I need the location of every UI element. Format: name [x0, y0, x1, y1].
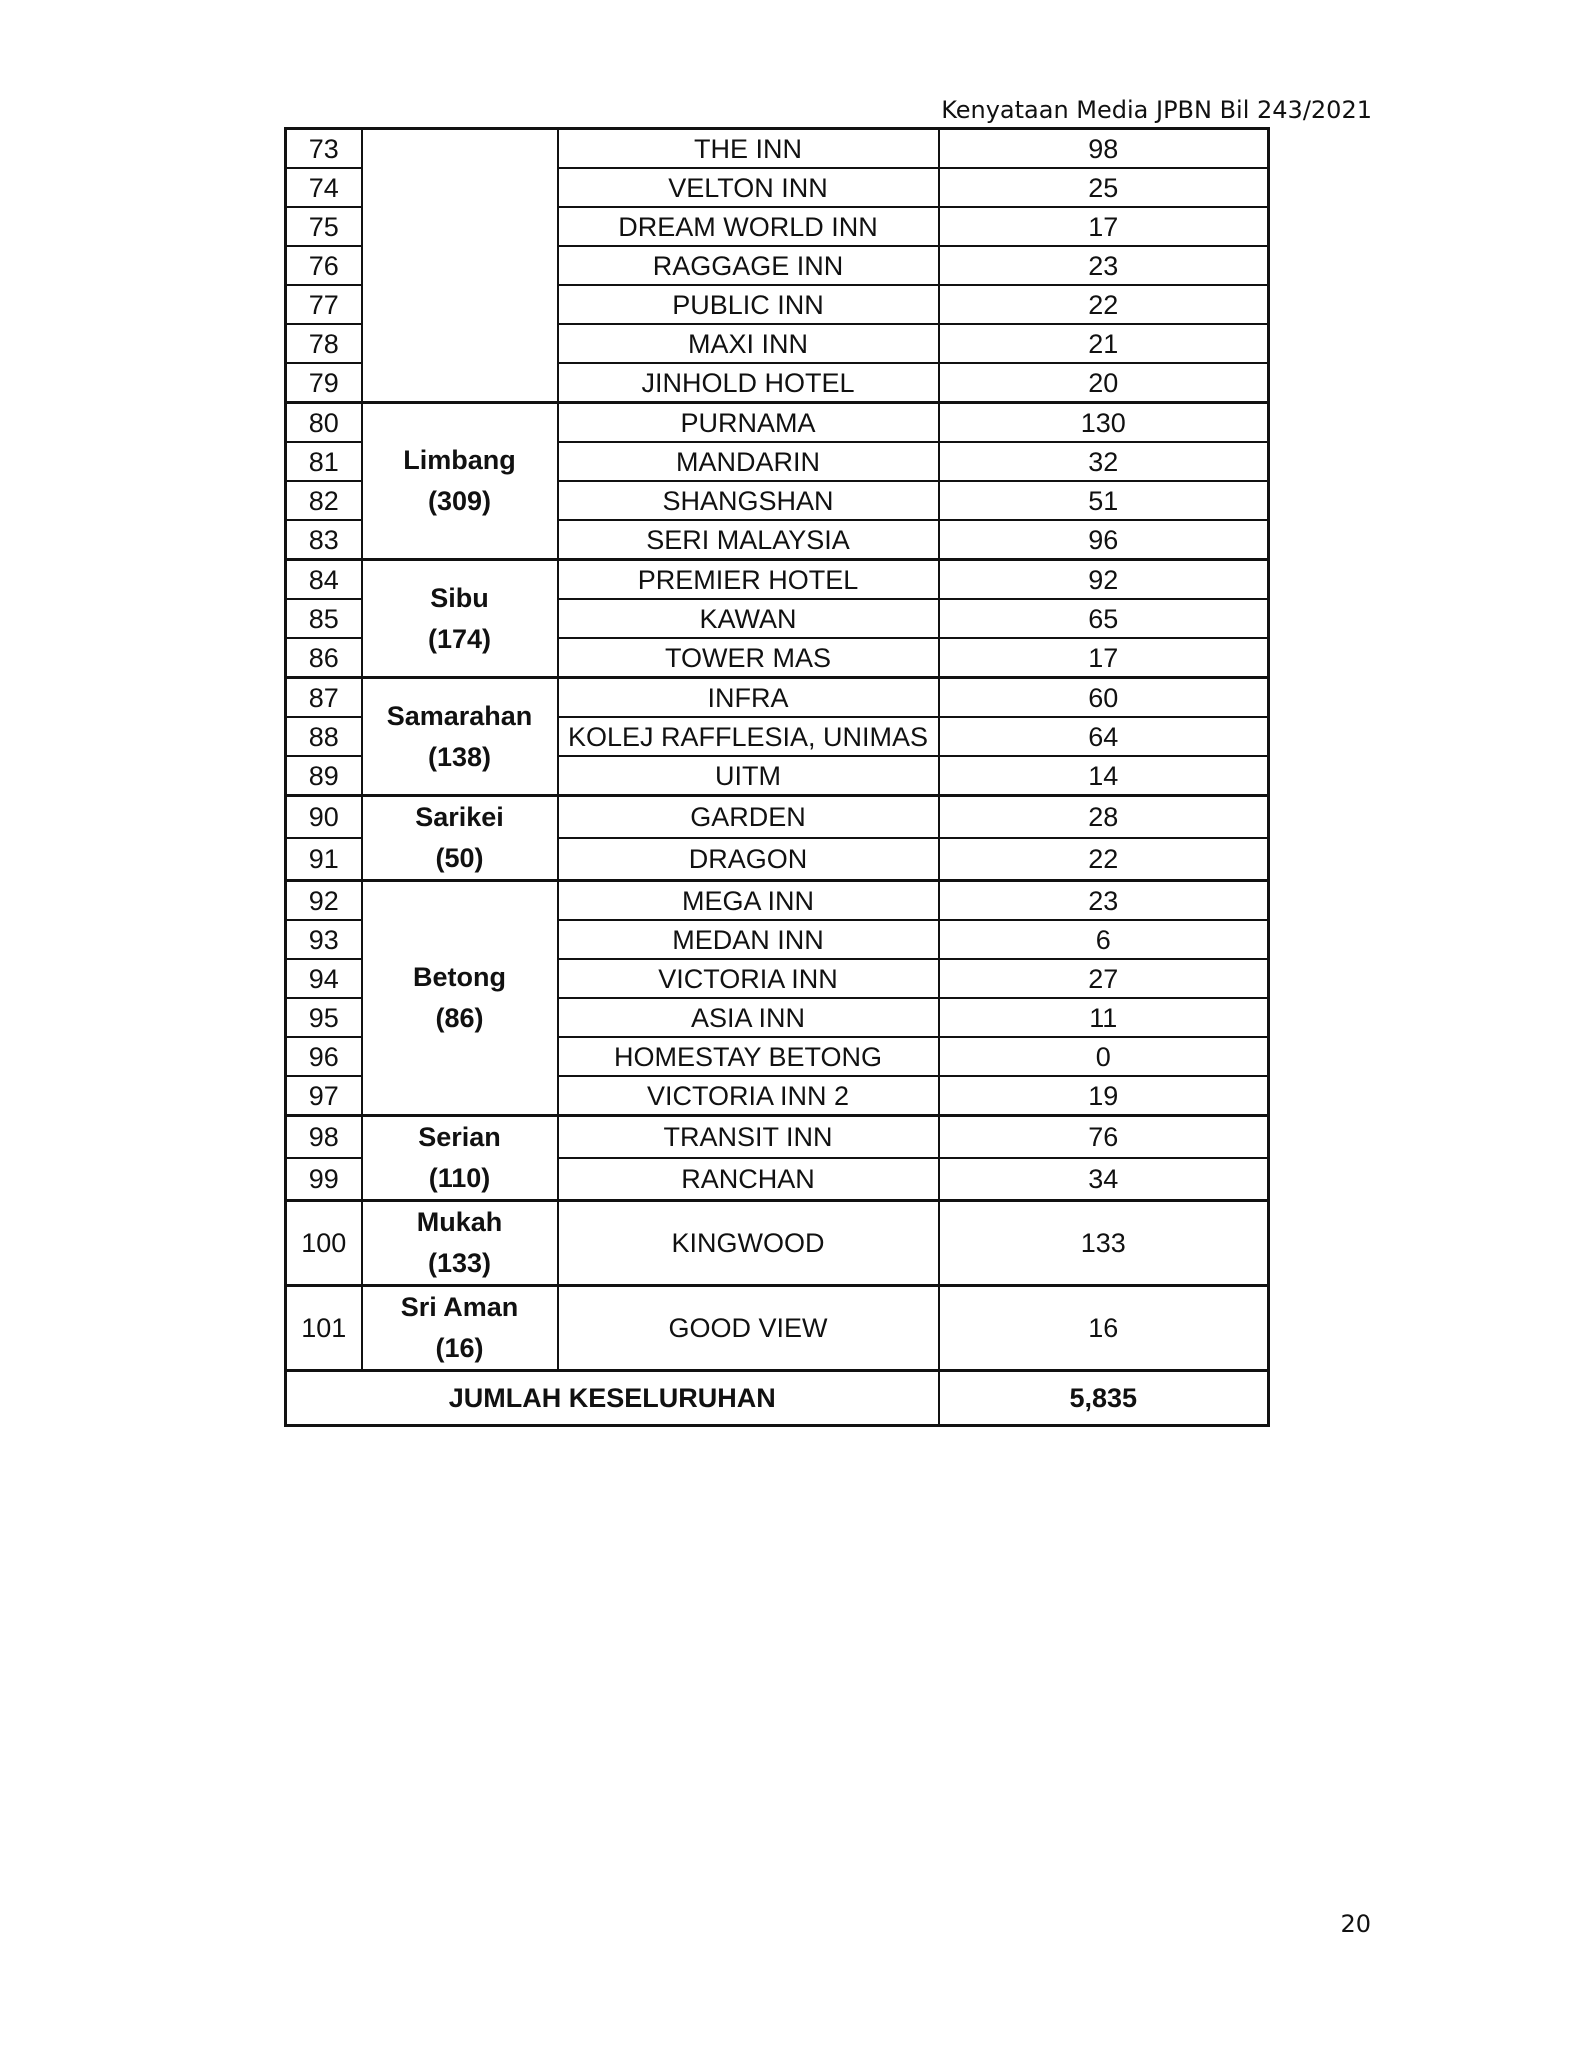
occupant-count-cell: 23: [939, 246, 1269, 285]
division-total: (86): [435, 1003, 484, 1033]
facility-name-cell: PREMIER HOTEL: [558, 560, 939, 600]
occupant-count-cell: 34: [939, 1158, 1269, 1201]
row-number-cell: 84: [286, 560, 362, 600]
row-number-cell: 79: [286, 363, 362, 403]
facility-name-cell: KOLEJ RAFFLESIA, UNIMAS: [558, 717, 939, 756]
division-name: Mukah: [416, 1207, 503, 1237]
division-name: Limbang: [403, 445, 516, 475]
division-total: (133): [427, 1248, 492, 1278]
facility-name-cell: TRANSIT INN: [558, 1116, 939, 1159]
grand-total-row: [286, 1371, 1269, 1426]
facility-name-cell: MAXI INN: [558, 324, 939, 363]
page-number: 20: [1340, 1910, 1371, 1938]
facility-name-cell: VICTORIA INN 2: [558, 1076, 939, 1116]
row-number-cell: 78: [286, 324, 362, 363]
facility-name-cell: SHANGSHAN: [558, 481, 939, 520]
division-total: (309): [427, 486, 492, 516]
occupant-count-cell: 64: [939, 717, 1269, 756]
occupant-count-cell: 22: [939, 285, 1269, 324]
occupant-count-cell: 6: [939, 920, 1269, 959]
occupant-count-cell: 32: [939, 442, 1269, 481]
quarantine-facility-table: [284, 127, 1270, 1427]
division-total: (50): [435, 843, 484, 873]
row-number-cell: 101: [286, 1286, 362, 1371]
occupant-count-cell: 133: [939, 1201, 1269, 1286]
occupant-count-cell: 11: [939, 998, 1269, 1037]
table-row: [286, 1286, 1269, 1371]
row-number-cell: 99: [286, 1158, 362, 1201]
occupant-count-cell: 130: [939, 403, 1269, 443]
facility-name-cell: RANCHAN: [558, 1158, 939, 1201]
row-number-cell: 87: [286, 678, 362, 718]
table-row: [286, 560, 1269, 600]
facility-name-cell: DRAGON: [558, 838, 939, 881]
facility-name-cell: ASIA INN: [558, 998, 939, 1037]
facility-name-cell: RAGGAGE INN: [558, 246, 939, 285]
row-number-cell: 89: [286, 756, 362, 796]
facility-name-cell: MANDARIN: [558, 442, 939, 481]
row-number-cell: 75: [286, 207, 362, 246]
facility-name-cell: KAWAN: [558, 599, 939, 638]
occupant-count-cell: 60: [939, 678, 1269, 718]
facility-name-cell: GARDEN: [558, 796, 939, 839]
row-number-cell: 98: [286, 1116, 362, 1159]
table-row: [286, 1201, 1269, 1286]
facility-name-cell: SERI MALAYSIA: [558, 520, 939, 560]
table-row: [286, 881, 1269, 921]
facility-name-cell: MEGA INN: [558, 881, 939, 921]
facility-name-cell: KINGWOOD: [558, 1201, 939, 1286]
facility-name-cell: THE INN: [558, 129, 939, 169]
row-number-cell: 93: [286, 920, 362, 959]
facility-name-cell: UITM: [558, 756, 939, 796]
row-number-cell: 100: [286, 1201, 362, 1286]
row-number-cell: 90: [286, 796, 362, 839]
occupant-count-cell: 23: [939, 881, 1269, 921]
row-number-cell: 95: [286, 998, 362, 1037]
occupant-count-cell: 51: [939, 481, 1269, 520]
division-name: Betong: [413, 962, 506, 992]
row-number-cell: 86: [286, 638, 362, 678]
facility-name-cell: MEDAN INN: [558, 920, 939, 959]
grand-total-label: JUMLAH KESELURUHAN: [286, 1371, 939, 1426]
table-row: [286, 1116, 1269, 1159]
facility-name-cell: TOWER MAS: [558, 638, 939, 678]
occupant-count-cell: 21: [939, 324, 1269, 363]
document-reference: Kenyataan Media JPBN Bil 243/2021: [941, 96, 1372, 124]
division-total: (138): [427, 741, 492, 772]
table-row: [286, 403, 1269, 443]
division-cell: [362, 796, 558, 881]
occupant-count-cell: 17: [939, 207, 1269, 246]
grand-total-value: 5,835: [939, 1371, 1269, 1426]
division-name: Samarahan: [386, 700, 533, 731]
occupant-count-cell: 96: [939, 520, 1269, 560]
occupant-count-cell: 0: [939, 1037, 1269, 1076]
facility-name-cell: HOMESTAY BETONG: [558, 1037, 939, 1076]
facility-name-cell: DREAM WORLD INN: [558, 207, 939, 246]
division-cell: [362, 129, 558, 403]
row-number-cell: 82: [286, 481, 362, 520]
occupant-count-cell: 22: [939, 838, 1269, 881]
division-name: Sri Aman: [400, 1292, 519, 1322]
occupant-count-cell: 17: [939, 638, 1269, 678]
row-number-cell: 80: [286, 403, 362, 443]
occupant-count-cell: 16: [939, 1286, 1269, 1371]
occupant-count-cell: 65: [939, 599, 1269, 638]
division-cell: [362, 560, 558, 678]
occupant-count-cell: 92: [939, 560, 1269, 600]
division-name: Sibu: [430, 582, 489, 613]
division-total: (16): [435, 1333, 484, 1363]
table-row: [286, 129, 1269, 169]
division-cell: [362, 1286, 558, 1371]
occupant-count-cell: 19: [939, 1076, 1269, 1116]
occupant-count-cell: 28: [939, 796, 1269, 839]
table-row: [286, 678, 1269, 718]
row-number-cell: 74: [286, 168, 362, 207]
division-cell: [362, 1201, 558, 1286]
facility-name-cell: GOOD VIEW: [558, 1286, 939, 1371]
division-cell: [362, 1116, 558, 1201]
occupant-count-cell: 20: [939, 363, 1269, 403]
occupant-count-cell: 14: [939, 756, 1269, 796]
division-cell: [362, 881, 558, 1116]
facility-name-cell: VELTON INN: [558, 168, 939, 207]
occupant-count-cell: 98: [939, 129, 1269, 169]
row-number-cell: 81: [286, 442, 362, 481]
table-row: [286, 796, 1269, 839]
row-number-cell: 96: [286, 1037, 362, 1076]
facility-name-cell: JINHOLD HOTEL: [558, 363, 939, 403]
row-number-cell: 83: [286, 520, 362, 560]
table-body: [286, 129, 1269, 1371]
occupant-count-cell: 27: [939, 959, 1269, 998]
row-number-cell: 76: [286, 246, 362, 285]
row-number-cell: 88: [286, 717, 362, 756]
occupant-count-cell: 76: [939, 1116, 1269, 1159]
division-cell: [362, 678, 558, 796]
facility-name-cell: VICTORIA INN: [558, 959, 939, 998]
facility-name-cell: INFRA: [558, 678, 939, 718]
division-cell: [362, 403, 558, 560]
division-total: (174): [427, 623, 492, 654]
facility-name-cell: PUBLIC INN: [558, 285, 939, 324]
row-number-cell: 85: [286, 599, 362, 638]
division-name: Sarikei: [415, 802, 504, 832]
division-name: Serian: [418, 1122, 501, 1152]
row-number-cell: 73: [286, 129, 362, 169]
row-number-cell: 77: [286, 285, 362, 324]
row-number-cell: 97: [286, 1076, 362, 1116]
facility-name-cell: PURNAMA: [558, 403, 939, 443]
row-number-cell: 92: [286, 881, 362, 921]
occupant-count-cell: 25: [939, 168, 1269, 207]
row-number-cell: 91: [286, 838, 362, 881]
row-number-cell: 94: [286, 959, 362, 998]
division-total: (110): [428, 1163, 491, 1193]
